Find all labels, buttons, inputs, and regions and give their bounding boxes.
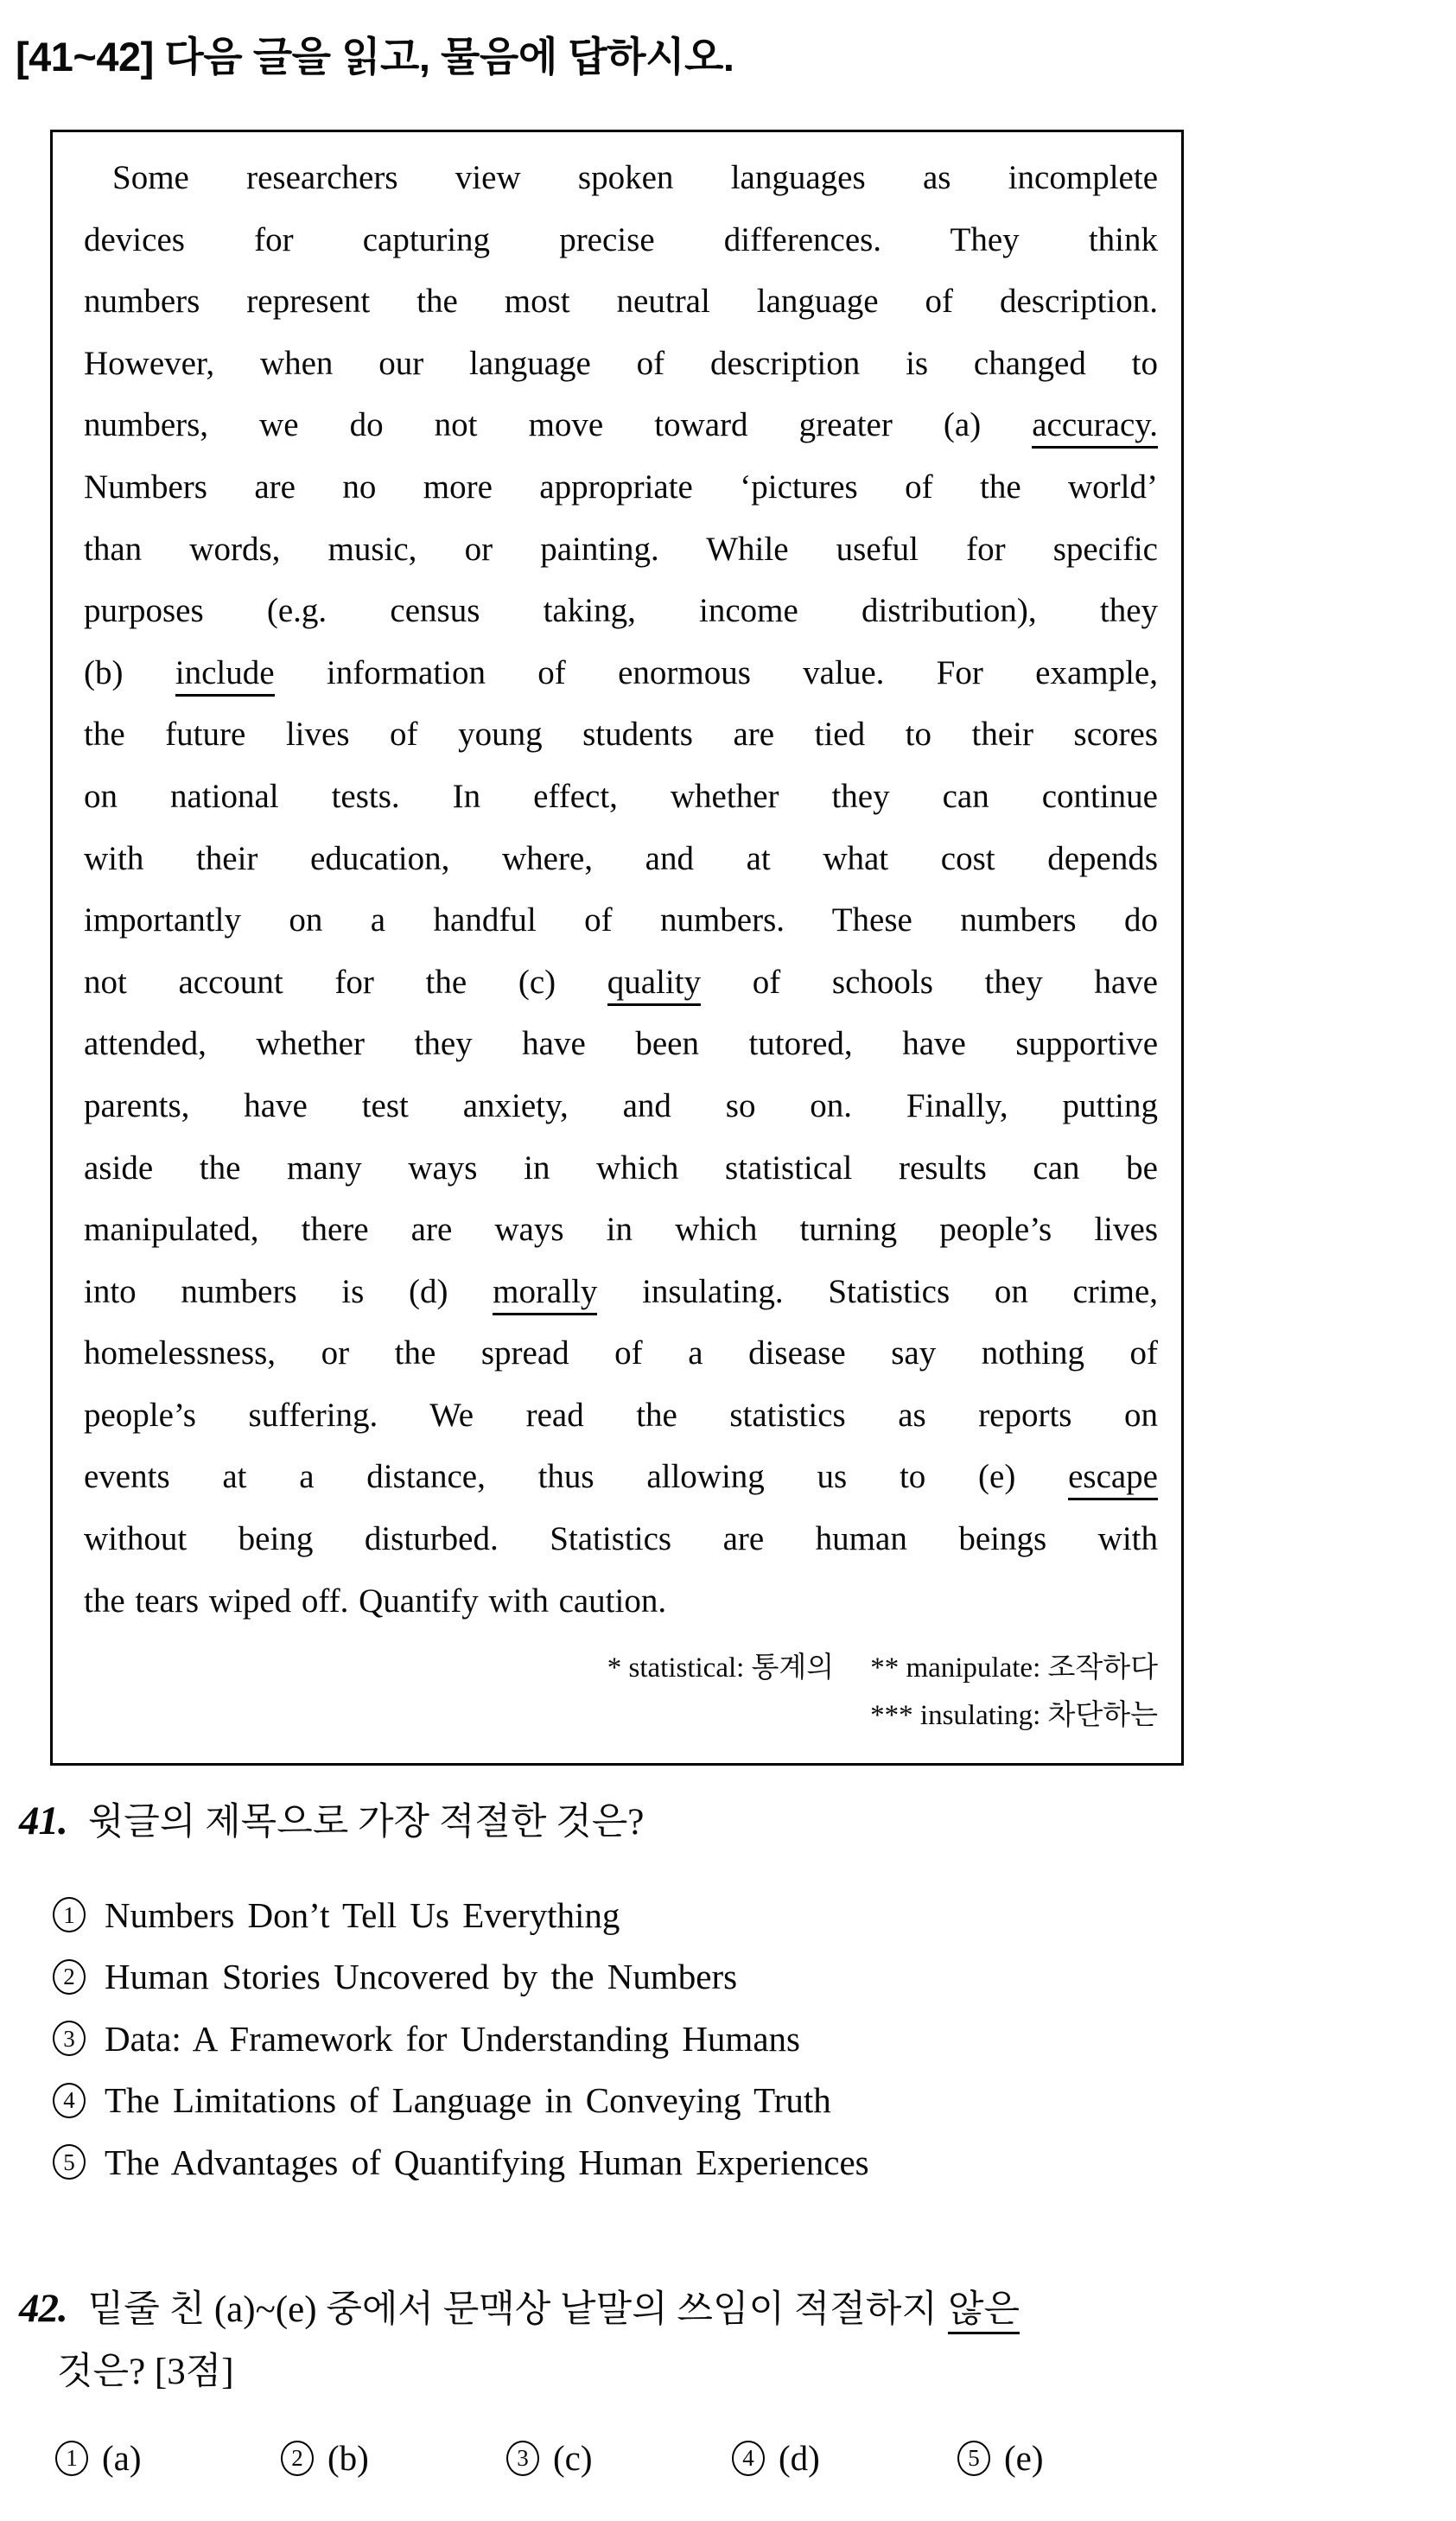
- passage-line: [84, 271, 1158, 333]
- passage-text: However, when our language of description is changed to: [84, 344, 1158, 382]
- passage-line: [84, 394, 1158, 456]
- option-text: Human Stories Uncovered by the Numbers: [105, 1957, 738, 1997]
- option-text: The Limitations of Language in Conveying Truth: [105, 2080, 831, 2121]
- option-label: (a): [102, 2438, 142, 2478]
- passage-text: of schools they have: [701, 963, 1158, 1001]
- question-42-text-pre: 밑줄 친 (a)~(e) 중에서 문맥상 낱말의 쓰임이 적절하지: [87, 2289, 938, 2330]
- option-label: (e): [1004, 2438, 1044, 2478]
- q42-option-2[interactable]: [281, 2437, 506, 2479]
- passage-text: parents, have test anxiety, and so on. Finally, putting: [84, 1086, 1158, 1124]
- question-41-options: [53, 1884, 869, 2193]
- passage-text: on national tests. In effect, whether they can continue: [84, 777, 1158, 815]
- option-label: (d): [779, 2438, 820, 2478]
- circled-number-icon: 4: [732, 2441, 765, 2476]
- passage-line: [84, 1508, 1158, 1570]
- passage-lines: [84, 147, 1158, 1632]
- question-42-number: 42.: [19, 2286, 67, 2331]
- q41-option-3[interactable]: [53, 2008, 869, 2070]
- passage-line: [84, 766, 1158, 828]
- passage-line: [84, 828, 1158, 890]
- passage-line: [84, 1570, 1158, 1633]
- passage-line: [84, 642, 1158, 704]
- passage-line: [84, 1322, 1158, 1385]
- q41-option-2[interactable]: [53, 1946, 869, 2009]
- section-instruction: [41~42] 다음 글을 읽고, 물음에 답하시오.: [16, 34, 734, 80]
- passage-text: Some researchers view spoken languages as incomplete: [112, 159, 1158, 196]
- passage-line: [84, 1137, 1158, 1200]
- passage-line: [84, 952, 1158, 1014]
- question-42: [19, 2278, 1298, 2403]
- passage-text: aside the many ways in which statistical results can be: [84, 1149, 1158, 1187]
- passage-line: [84, 1075, 1158, 1137]
- passage-text: the future lives of young students are tied to their scores: [84, 716, 1158, 754]
- circled-number-icon: 5: [957, 2441, 990, 2476]
- passage-text: purposes (e.g. census taking, income distribution), they: [84, 592, 1158, 630]
- passage-text: than words, music, or painting. While useful for specific: [84, 530, 1158, 568]
- passage-text: attended, whether they have been tutored, have supportive: [84, 1025, 1158, 1063]
- circled-number-icon: 5: [53, 2144, 86, 2180]
- passage-line: [84, 1199, 1158, 1261]
- footnote-line: [84, 1692, 1158, 1740]
- question-41-number: 41.: [19, 1798, 67, 1843]
- question-42-text-line2: 것은? [3점]: [57, 2351, 234, 2392]
- option-label: (b): [327, 2438, 369, 2478]
- option-text: The Advantages of Quantifying Human Experiences: [105, 2142, 869, 2182]
- passage-box: [50, 130, 1184, 1766]
- passage-text: Numbers are no more appropriate ‘pictures of the world’: [84, 468, 1158, 506]
- passage-text: into numbers is (d): [84, 1272, 493, 1310]
- passage-text: numbers represent the most neutral language of description.: [84, 283, 1158, 321]
- q42-option-4[interactable]: [732, 2437, 957, 2479]
- underlined-word: accuracy.: [1032, 406, 1158, 449]
- q42-option-5[interactable]: [957, 2437, 1183, 2479]
- option-text: Numbers Don’t Tell Us Everything: [105, 1894, 620, 1935]
- passage-footnotes: [84, 1645, 1158, 1740]
- q42-option-3[interactable]: [506, 2437, 732, 2479]
- underlined-word: quality: [607, 964, 701, 1006]
- question-41: [19, 1791, 644, 1854]
- passage-text: homelessness, or the spread of a disease say nothing of: [84, 1334, 1158, 1372]
- passage-text: importantly on a handful of numbers. These numbers do: [84, 901, 1158, 939]
- circled-number-icon: 4: [53, 2083, 86, 2118]
- underlined-word: 않은: [948, 2289, 1020, 2334]
- question-42-text: [88, 2279, 1020, 2341]
- passage-line: [84, 519, 1158, 581]
- question-42-options: [55, 2437, 1183, 2479]
- q41-option-5[interactable]: [53, 2131, 869, 2193]
- passage-text: without being disturbed. Statistics are human beings with: [84, 1520, 1158, 1558]
- passage-text: events at a distance, thus allowing us to (e): [84, 1458, 1069, 1496]
- passage-text: devices for capturing precise differences. They think: [84, 220, 1158, 258]
- passage-line: [84, 1385, 1158, 1447]
- circled-number-icon: 3: [53, 2021, 86, 2056]
- underlined-word: include: [175, 654, 275, 697]
- question-41-text: 윗글의 제목으로 가장 적절한 것은?: [87, 1802, 645, 1843]
- passage-line: [84, 1446, 1158, 1508]
- footnote-text: * statistical: 통계의: [607, 1652, 835, 1684]
- passage-text: insulating. Statistics on crime,: [597, 1272, 1159, 1310]
- circled-number-icon: 3: [506, 2441, 539, 2476]
- passage-text: not account for the (c): [84, 963, 607, 1001]
- passage-line: [84, 703, 1158, 766]
- q42-option-1[interactable]: [55, 2437, 281, 2479]
- footnote-text: *** insulating: 차단하는: [870, 1700, 1158, 1731]
- passage-line: [84, 580, 1158, 642]
- footnote-text: ** manipulate: 조작하다: [870, 1652, 1158, 1684]
- passage-line: [84, 209, 1158, 271]
- passage-line: [84, 147, 1158, 209]
- passage-line: [84, 1261, 1158, 1323]
- circled-number-icon: 2: [53, 1959, 86, 1995]
- underlined-word: escape: [1068, 1458, 1158, 1500]
- passage-line: [84, 456, 1158, 519]
- circled-number-icon: 1: [53, 1897, 86, 1932]
- underlined-word: morally: [493, 1273, 597, 1315]
- passage-text: information of enormous value. For example,: [274, 653, 1158, 691]
- circled-number-icon: 2: [281, 2441, 314, 2476]
- passage-line: [84, 1013, 1158, 1075]
- footnote-line: [84, 1645, 1158, 1692]
- q41-option-1[interactable]: [53, 1884, 869, 1946]
- passage-text: numbers, we do not move toward greater (a): [84, 406, 1033, 444]
- passage-text: with their education, where, and at what cost depends: [84, 839, 1158, 877]
- q41-option-4[interactable]: [53, 2070, 869, 2132]
- passage-text: manipulated, there are ways in which turning people’s lives: [84, 1211, 1158, 1249]
- passage-line: [84, 889, 1158, 952]
- passage-text: (b): [84, 653, 175, 691]
- circled-number-icon: 1: [55, 2441, 88, 2476]
- passage-line: [84, 333, 1158, 395]
- option-text: Data: A Framework for Understanding Humans: [105, 2018, 800, 2059]
- passage-text: the tears wiped off. Quantify with caution.: [84, 1582, 667, 1620]
- passage-text: people’s suffering. We read the statistics as reports on: [84, 1396, 1158, 1434]
- option-label: (c): [553, 2438, 593, 2478]
